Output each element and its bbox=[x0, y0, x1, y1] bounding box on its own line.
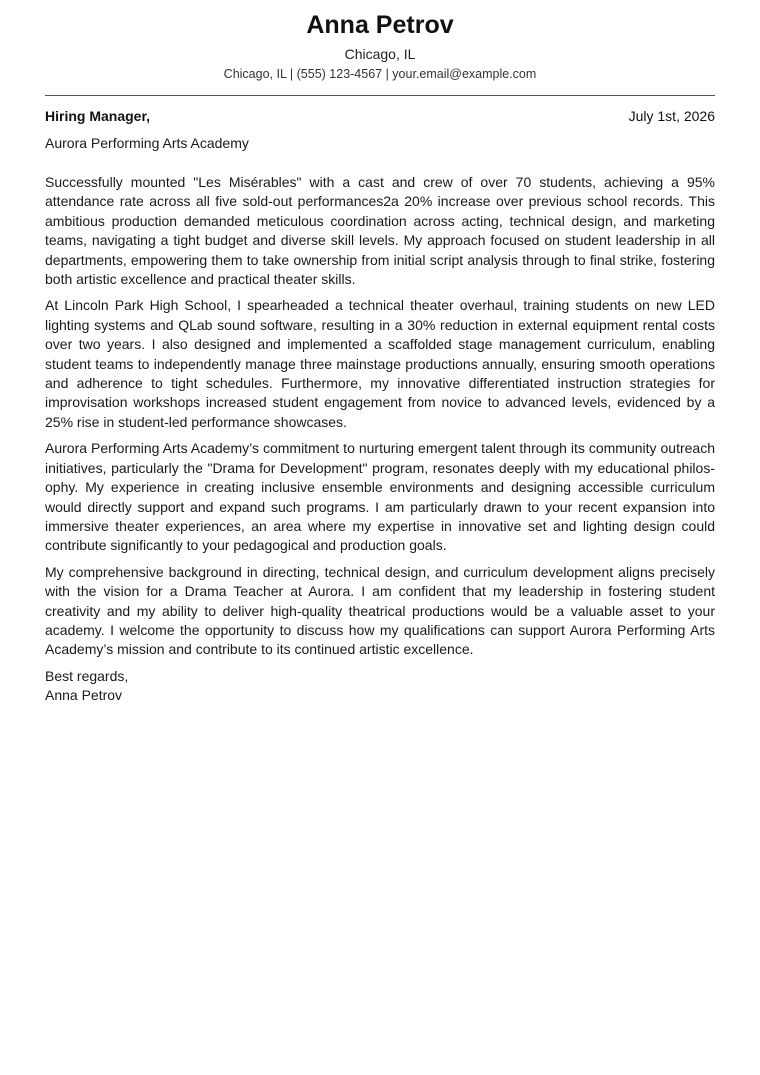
company-name: Aurora Performing Arts Academy bbox=[45, 135, 249, 151]
applicant-name: Anna Petrov bbox=[306, 11, 454, 39]
cover-letter-page bbox=[45, 0, 715, 706]
letter-body bbox=[45, 173, 715, 660]
contact-line: Chicago, IL | (555) 123-4567 | your.email@example.com bbox=[223, 67, 537, 81]
body-paragraph-4: My comprehensive background in directing, technical design, and curriculum development aligns precisely with the vision for a Drama Teacher at Aurora. I am confident that my leadership in fostering student creativity and my ability to deliver high-quality theatrical productions would be a valuable asset to your academy. I welcome the opportunity to discuss how my qualifications can support Aurora Performing Arts Academy’s mission and contribute to its continued artistic excellence. bbox=[45, 563, 715, 658]
recipient-salutation: Hiring Manager, bbox=[45, 108, 151, 124]
closing-phrase: Best regards, bbox=[45, 667, 129, 684]
body-paragraph-1: Successfully mounted "Les Misérables" with a cast and crew of over 70 students, achieving a 95% attendance rate across all five sold-out performances2a 20% increase over previous school records. This ambitious production demanded meticulous coordination across acting, technical design, and marketing teams, navigating a tight budget and diverse skill levels. My approach focused on student leadership in all departments, empowering them to take ownership from initial script analysis through to final strike, fostering both artistic excellence and practical theater skills. bbox=[45, 174, 715, 288]
applicant-location: Chicago, IL bbox=[344, 46, 416, 62]
letter-date: July 1st, 2026 bbox=[628, 108, 715, 124]
letter-closing bbox=[45, 667, 715, 706]
recipient-date-row bbox=[45, 107, 715, 125]
header-divider bbox=[45, 95, 715, 96]
body-paragraph-3: Aurora Performing Arts Academy’s commitment to nurturing emergent talent through its community outreach initiatives, particularly the "Drama for Development" program, resonates deeply with my educational philosophy. My experience in creating inclusive ensemble environments and designing accessible curriculum would directly support and expand such programs. I am particularly drawn to your recent expansion into immersive theater experiences, an area where my expertise in innovative set and lighting design could contribute significantly to your pedagogical and production goals. bbox=[45, 440, 715, 554]
body-paragraph-2: At Lincoln Park High School, I spearheaded a technical theater overhaul, training students on new LED lighting systems and QLab sound software, resulting in a 30% reduction in external equipment rental costs over two years. I also designed and implemented a scaffolded stage management curriculum, enabling student teams to independently manage three mainstage productions annually, ensuring smooth operations and adherence to tight schedules. Furthermore, my innovative differentiated instruction strategies for improvisation workshops increased student engagement from novice to advanced levels, evidenced by a 25% rise in student-led performance showcases. bbox=[45, 297, 715, 430]
signature-name: Anna Petrov bbox=[45, 687, 123, 704]
